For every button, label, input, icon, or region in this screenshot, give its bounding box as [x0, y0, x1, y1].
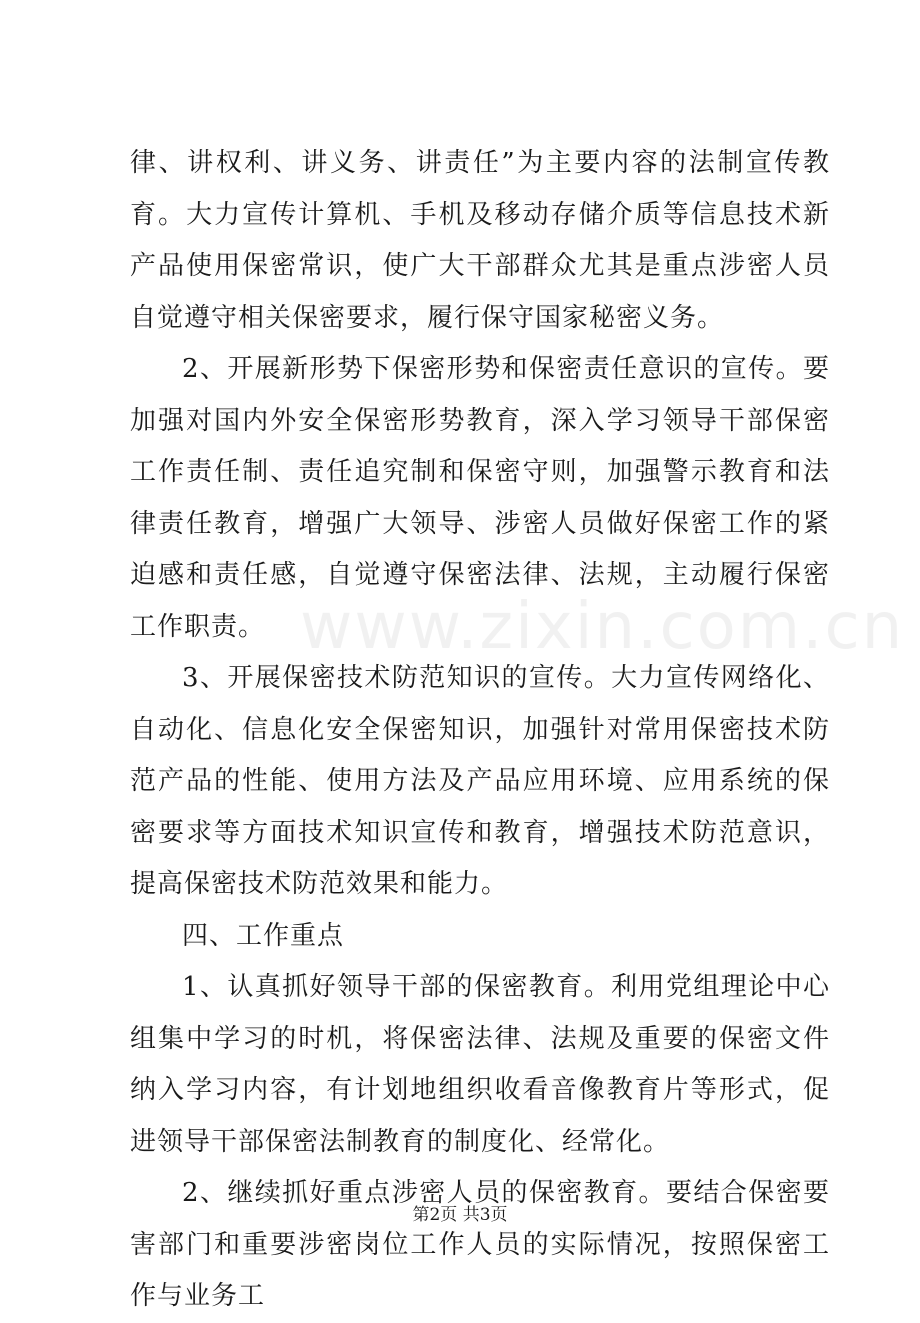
paragraph-continuation: 律、讲权利、讲义务、讲责任”为主要内容的法制宣传教育。大力宣传计算机、手机及移动存储介质等信息技术新产品使用保密常识，使广大干部群众尤其是重点涉密人员自觉遵守相关保密要求，履行保守国家秘密义务。 — [130, 148, 830, 333]
paragraph-focus-1: 1、认真抓好领导干部的保密教育。利用党组理论中心组集中学习的时机，将保密法律、法规及重要的保密文件纳入学习内容，有计划地组织收看音像教育片等形式，促进领导干部保密法制教育的制度化、经常化。 — [130, 972, 830, 1157]
paragraph-item-3: 3、开展保密技术防范知识的宣传。大力宣传网络化、自动化、信息化安全保密知识，加强针对常用保密技术防范产品的性能、使用方法及产品应用环境、应用系统的保密要求等方面技术知识宣传和教育，增强技术防范意识，提高保密技术防范效果和能力。 — [130, 663, 830, 899]
document-body — [130, 138, 830, 1323]
paragraph-item-2: 2、开展新形势下保密形势和保密责任意识的宣传。要加强对国内外安全保密形势教育，深入学习领导干部保密工作责任制、责任追究制和保密守则，加强警示教育和法律责任教育，增强广大领导、涉密人员做好保密工作的紧迫感和责任感，自觉遵守保密法律、法规，主动履行保密工作职责。 — [130, 354, 830, 642]
section-heading: 四、工作重点 — [182, 920, 345, 951]
watermark: www.zixin.com.cn — [300, 590, 905, 664]
page-number-footer: 第2页 共3页 — [412, 1205, 508, 1225]
paragraph-focus-2: 2、继续抓好重点涉密人员的保密教育。要结合保密要害部门和重要涉密岗位工作人员的实际情况，按照保密工作与业务工 — [130, 1178, 830, 1311]
